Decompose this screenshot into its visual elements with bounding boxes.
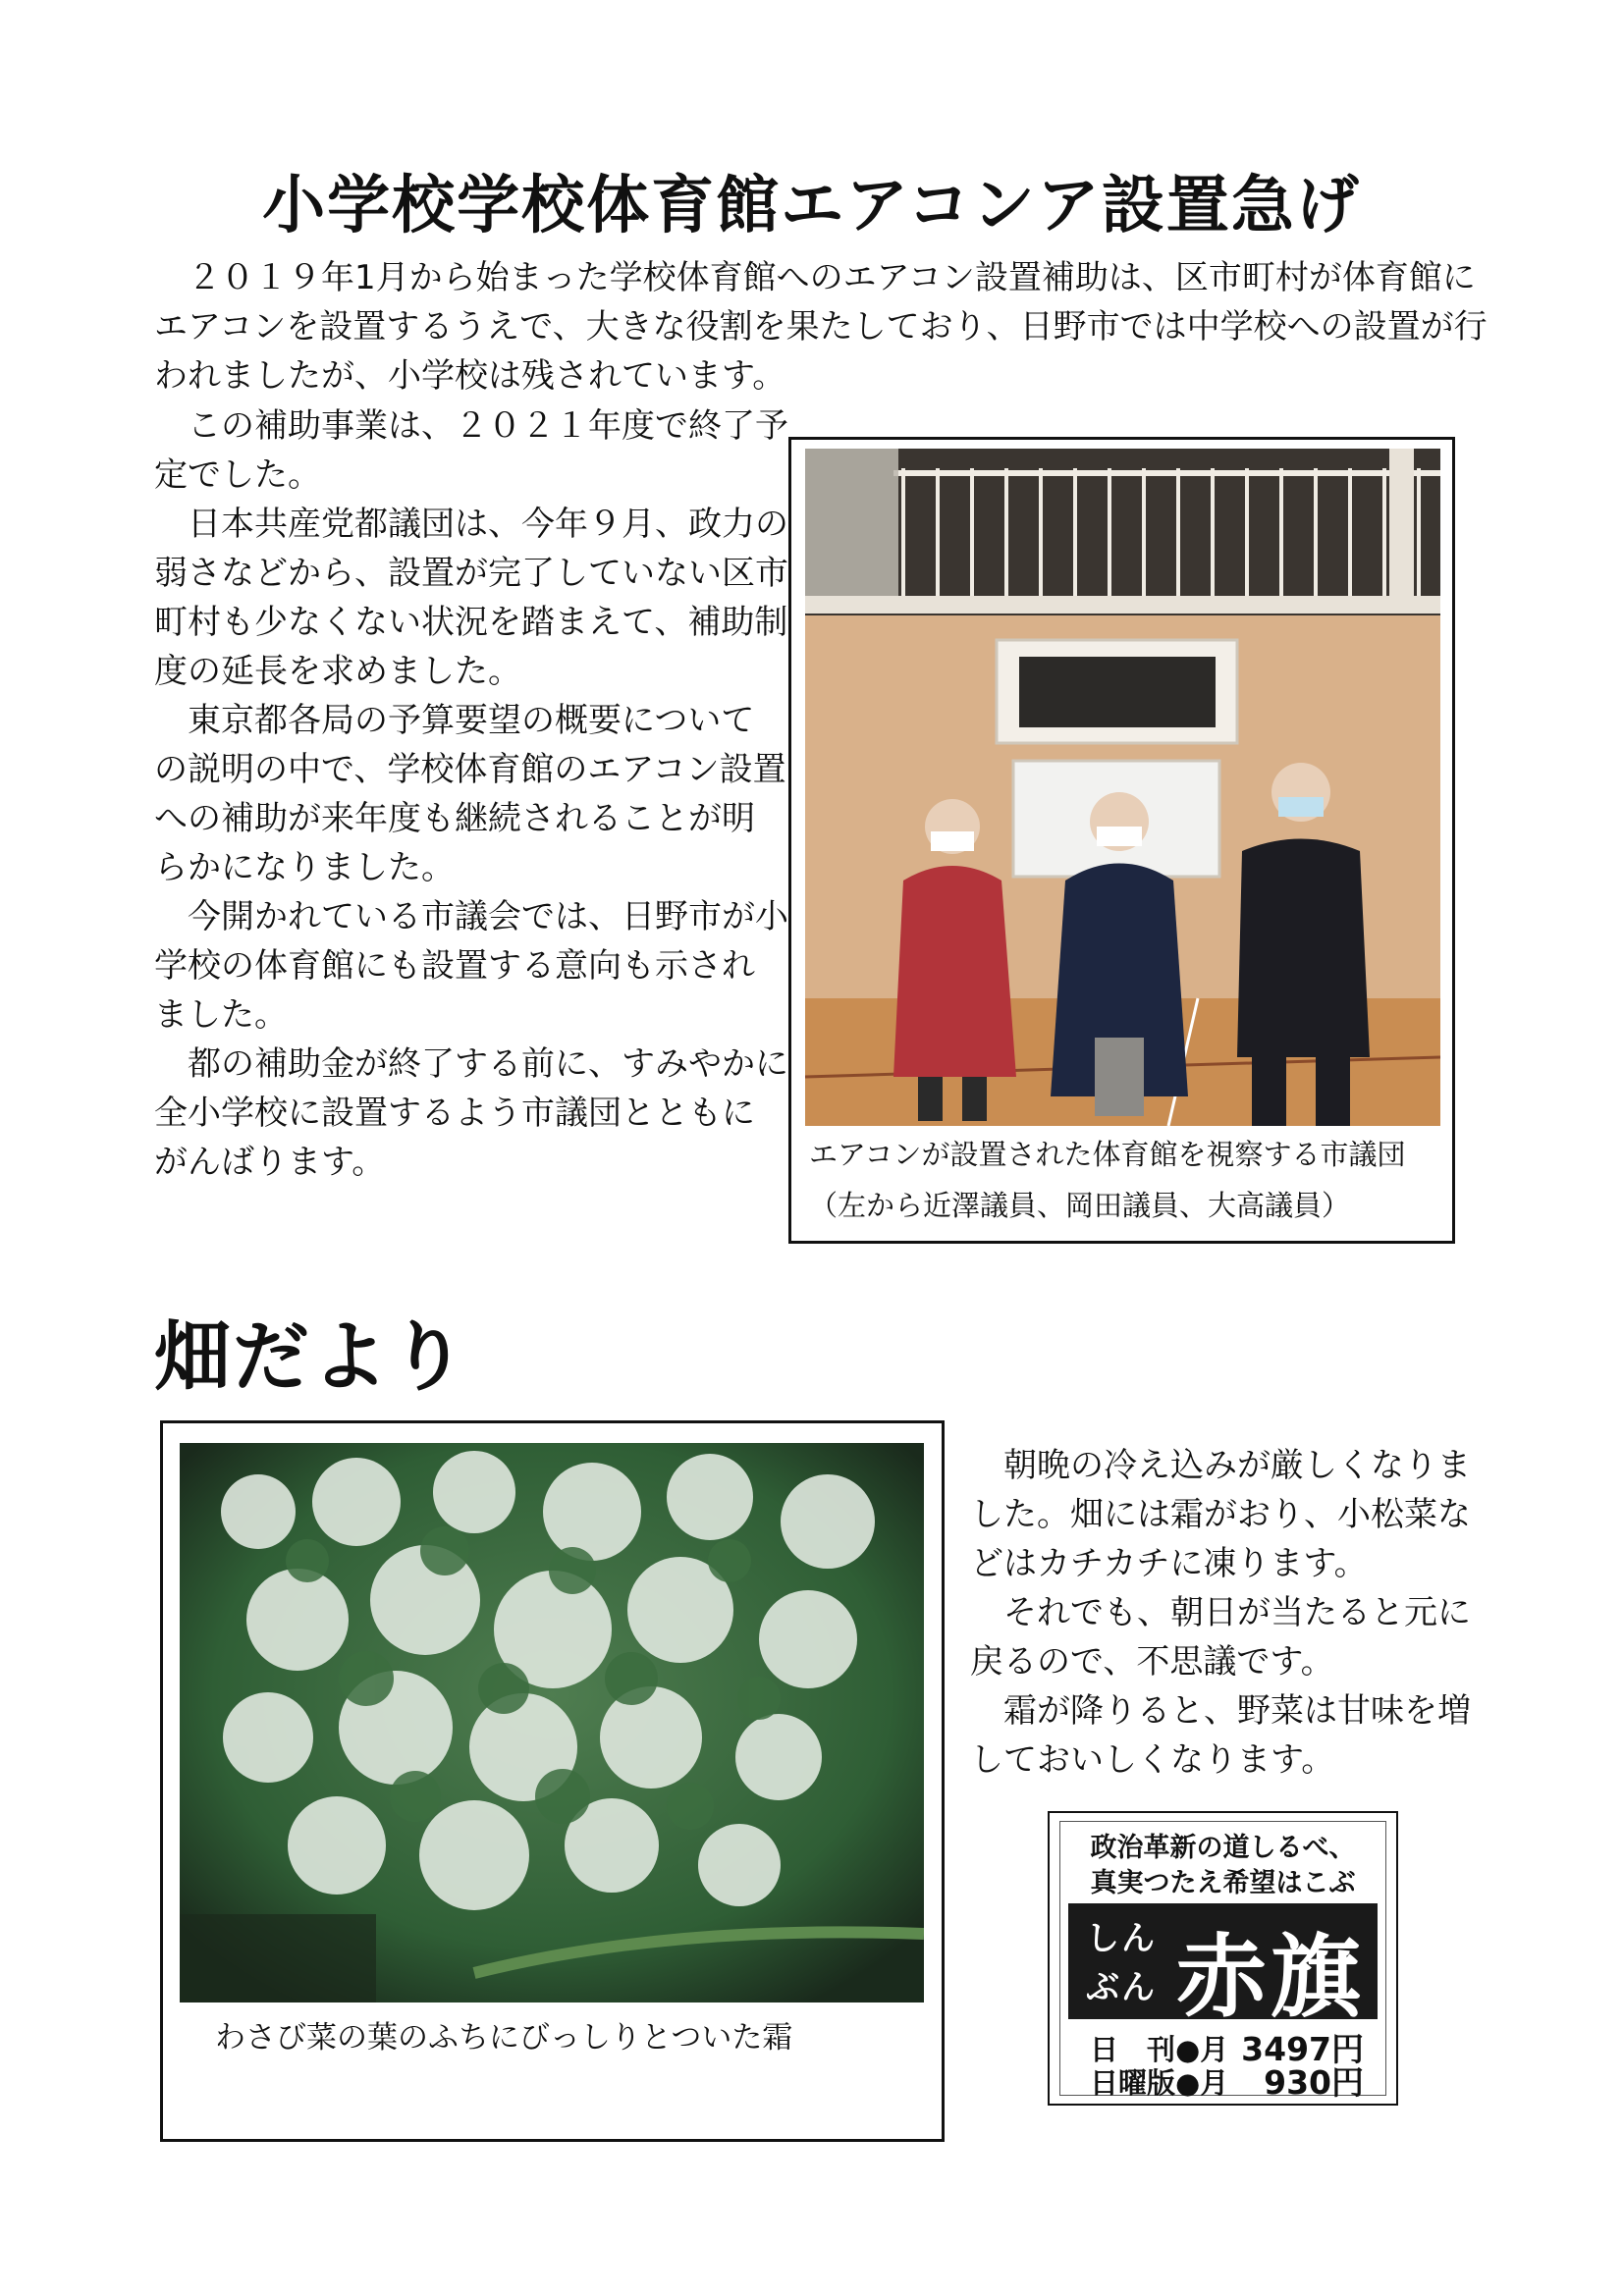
akahata-ad — [1048, 1811, 1398, 2106]
body-line: した。畑には霜がおり、小松菜な — [970, 1495, 1471, 1534]
intro-line: ２０１９年1月から始まった学校体育館へのエアコン設置補助は、区市町村が体育館に — [154, 258, 1476, 297]
photo-caption: （左から近澤議員、岡田議員、大高議員） — [809, 1189, 1351, 1222]
ad-price-label: 日 刊●月 — [1090, 2033, 1229, 2066]
body-line: への補助が来年度も継続されることが明 — [154, 799, 755, 838]
body-line: 弱さなどから、設置が完了していない区市 — [154, 554, 788, 593]
leaf-photo — [180, 1443, 924, 2002]
ad-logo-box — [1068, 1903, 1378, 2030]
body-line: の説明の中で、学校体育館のエアコン設置 — [154, 750, 786, 789]
body-line: 日本共産党都議団は、今年９月、政力の — [154, 505, 788, 544]
ad-logo-small: しん — [1086, 1919, 1157, 1958]
ad-logo-name: 赤旗 — [1176, 1924, 1366, 2030]
photo-caption: エアコンが設置された体育館を視察する市議団 — [809, 1138, 1406, 1171]
body-line: この補助事業は、２０２１年度で終了予 — [154, 406, 788, 446]
body-line: それでも、朝日が当たると元に — [970, 1593, 1471, 1632]
body-line: 戻るので、不思議です。 — [970, 1642, 1334, 1682]
body-line: どはカチカチに凍ります。 — [970, 1544, 1368, 1583]
ad-price: 3497円 — [1241, 2030, 1364, 2068]
intro-line: エアコンを設置するうえで、大きな役割を果たしており、日野市では中学校への設置が行 — [154, 307, 1488, 347]
body-line: 朝晩の冷え込みが厳しくなりま — [970, 1446, 1471, 1485]
body-line: らかになりました。 — [154, 848, 455, 887]
leaf-photo-frame — [160, 1420, 945, 2142]
ad-slogan: 政治革新の道しるべ、 — [1090, 1833, 1356, 1863]
ad-price: 930円 — [1264, 2063, 1364, 2102]
section-heading: 畑だより — [154, 1313, 469, 1402]
article-body — [154, 401, 788, 1187]
body-line: 東京都各局の予算要望の概要について — [154, 701, 755, 740]
ad-price-label: 日曜版●月 — [1090, 2066, 1229, 2100]
body-line: 学校の体育館にも設置する意向も示され — [154, 946, 755, 986]
body-line: 町村も少なくない状況を踏まえて、補助制 — [154, 603, 788, 642]
garden-body — [970, 1441, 1481, 1785]
body-line: 度の延長を求めました。 — [154, 652, 521, 691]
ad-border — [1059, 1821, 1386, 2102]
body-line: 全小学校に設置するよう市議団とともに — [154, 1094, 755, 1133]
ad-logo-small: ぶん — [1086, 1968, 1157, 2007]
body-line: がんばります。 — [154, 1143, 386, 1182]
body-line: ました。 — [154, 995, 288, 1035]
body-line: 定でした。 — [154, 455, 321, 495]
gym-photo — [805, 449, 1440, 1126]
intro-paragraph — [154, 253, 1488, 400]
body-line: 都の補助金が終了する前に、すみやかに — [154, 1044, 788, 1084]
body-line: 霜が降りると、野菜は甘味を増 — [970, 1691, 1471, 1731]
photo-caption: わさび菜の葉のふちにびっしりとついた霜 — [215, 2020, 793, 2056]
body-line: しておいしくなります。 — [970, 1740, 1335, 1780]
gym-photo-frame — [788, 437, 1455, 1244]
ad-slogan: 真実つたえ希望はこぶ — [1090, 1868, 1356, 1898]
body-line: 今開かれている市議会では、日野市が小 — [154, 897, 788, 936]
intro-line: われましたが、小学校は残されています。 — [154, 356, 786, 396]
article-title: 小学校学校体育館エアコンア設置急げ — [262, 170, 1361, 242]
